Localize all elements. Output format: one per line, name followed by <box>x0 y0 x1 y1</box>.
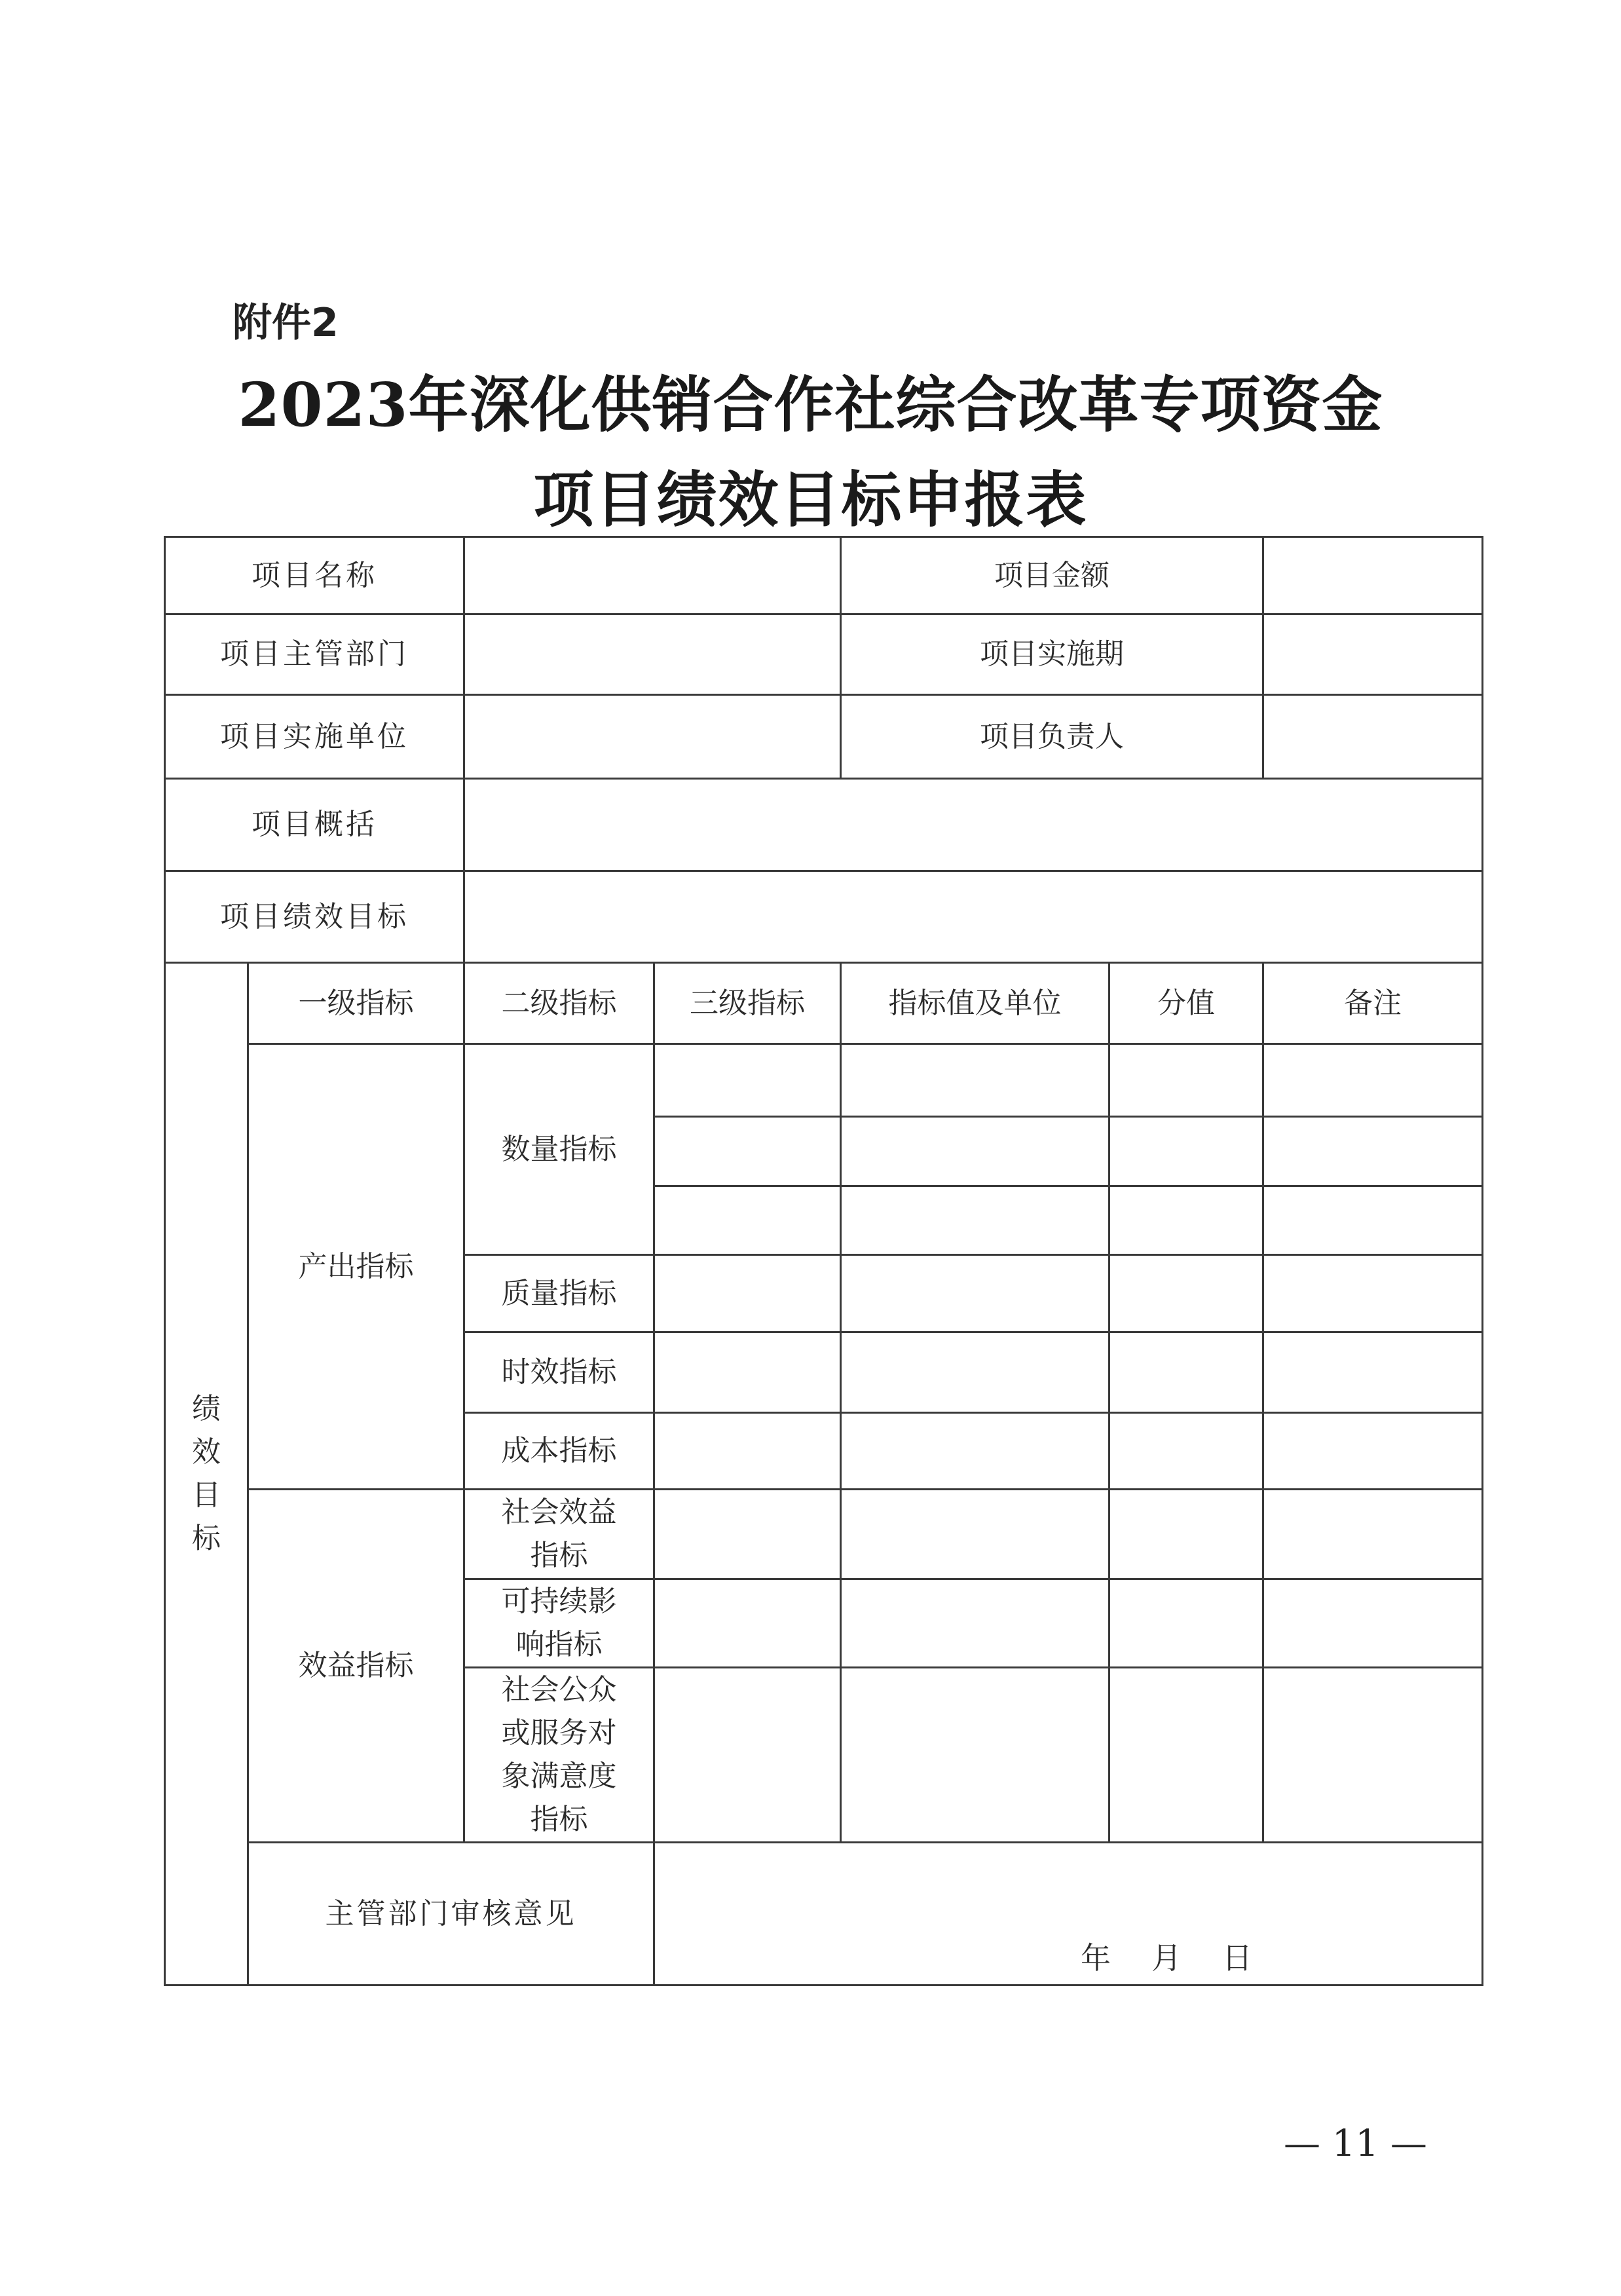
date-year: 年 <box>1081 1940 1112 1976</box>
document-title-line2: 项目绩效目标申报表 <box>533 464 1088 535</box>
social-benefit-indicator-label: 社会效益 指标 <box>464 1490 654 1579</box>
implementation-period-field[interactable] <box>1263 614 1483 695</box>
header-level3: 三级指标 <box>654 963 841 1044</box>
satisfaction-indicator-label: 社会公众 或服务对 象满意度 指标 <box>464 1668 654 1843</box>
cell-remarks[interactable] <box>1263 1255 1483 1332</box>
review-date <box>1081 1934 1293 1978</box>
cell-level3[interactable] <box>654 1117 841 1186</box>
table-row <box>165 1490 1483 1579</box>
header-remarks: 备注 <box>1263 963 1483 1044</box>
row-project-summary <box>165 779 1483 871</box>
cell-remarks[interactable] <box>1263 1490 1483 1579</box>
header-level2: 二级指标 <box>464 963 654 1044</box>
header-score: 分值 <box>1109 963 1263 1044</box>
cell-value-unit[interactable] <box>841 1332 1109 1413</box>
project-summary-field[interactable] <box>464 779 1483 871</box>
quantity-indicator-label: 数量指标 <box>464 1044 654 1255</box>
performance-target-form <box>164 536 1483 1986</box>
cell-score[interactable] <box>1109 1186 1263 1255</box>
implementing-unit-label: 项目实施单位 <box>165 695 464 779</box>
implementing-unit-field[interactable] <box>464 695 841 779</box>
indicator-header-row <box>165 963 1483 1044</box>
cell-value-unit[interactable] <box>841 1186 1109 1255</box>
cell-remarks[interactable] <box>1263 1668 1483 1843</box>
cell-value-unit[interactable] <box>841 1044 1109 1117</box>
attachment-label: 附件2 <box>233 300 339 346</box>
cell-value-unit[interactable] <box>841 1490 1109 1579</box>
cell-level3[interactable] <box>654 1490 841 1579</box>
performance-goal-label: 项目绩效目标 <box>165 871 464 963</box>
cell-score[interactable] <box>1109 1332 1263 1413</box>
timeliness-indicator-label: 时效指标 <box>464 1332 654 1413</box>
project-name-field[interactable] <box>464 537 841 614</box>
table-row <box>165 1044 1483 1117</box>
project-leader-label: 项目负责人 <box>841 695 1263 779</box>
row-project-name <box>165 537 1483 614</box>
date-month: 月 <box>1151 1940 1183 1976</box>
page-number: — 11 — <box>1284 2122 1427 2165</box>
project-amount-field[interactable] <box>1263 537 1483 614</box>
supervising-dept-label: 项目主管部门 <box>165 614 464 695</box>
cost-indicator-label: 成本指标 <box>464 1413 654 1490</box>
output-indicator-label: 产出指标 <box>248 1044 464 1490</box>
cell-score[interactable] <box>1109 1117 1263 1186</box>
cell-level3[interactable] <box>654 1668 841 1843</box>
cell-level3[interactable] <box>654 1186 841 1255</box>
cell-score[interactable] <box>1109 1668 1263 1843</box>
cell-value-unit[interactable] <box>841 1579 1109 1668</box>
cell-score[interactable] <box>1109 1255 1263 1332</box>
sustainable-impact-indicator-label: 可持续影 响指标 <box>464 1579 654 1668</box>
cell-value-unit[interactable] <box>841 1117 1109 1186</box>
cell-score[interactable] <box>1109 1413 1263 1490</box>
date-day: 日 <box>1222 1940 1254 1976</box>
cell-remarks[interactable] <box>1263 1579 1483 1668</box>
quality-indicator-label: 质量指标 <box>464 1255 654 1332</box>
cell-remarks[interactable] <box>1263 1413 1483 1490</box>
benefit-indicator-label: 效益指标 <box>248 1490 464 1843</box>
cell-score[interactable] <box>1109 1579 1263 1668</box>
performance-target-vertical-label: 绩 效 目 标 <box>165 963 248 1985</box>
cell-score[interactable] <box>1109 1044 1263 1117</box>
project-amount-label: 项目金额 <box>841 537 1263 614</box>
cell-remarks[interactable] <box>1263 1044 1483 1117</box>
row-supervising-dept <box>165 614 1483 695</box>
header-level1: 一级指标 <box>248 963 464 1044</box>
performance-goal-field[interactable] <box>464 871 1483 963</box>
row-implementing-unit <box>165 695 1483 779</box>
review-opinion-field[interactable] <box>654 1843 1483 1985</box>
cell-value-unit[interactable] <box>841 1668 1109 1843</box>
cell-remarks[interactable] <box>1263 1186 1483 1255</box>
implementation-period-label: 项目实施期 <box>841 614 1263 695</box>
project-leader-field[interactable] <box>1263 695 1483 779</box>
cell-remarks[interactable] <box>1263 1117 1483 1186</box>
cell-score[interactable] <box>1109 1490 1263 1579</box>
cell-level3[interactable] <box>654 1332 841 1413</box>
cell-level3[interactable] <box>654 1579 841 1668</box>
cell-remarks[interactable] <box>1263 1332 1483 1413</box>
project-summary-label: 项目概括 <box>165 779 464 871</box>
cell-value-unit[interactable] <box>841 1413 1109 1490</box>
header-value-unit: 指标值及单位 <box>841 963 1109 1044</box>
cell-level3[interactable] <box>654 1413 841 1490</box>
supervising-dept-field[interactable] <box>464 614 841 695</box>
row-performance-goal <box>165 871 1483 963</box>
cell-level3[interactable] <box>654 1044 841 1117</box>
document-title-line1: 2023年深化供销合作社综合改革专项资金 <box>238 369 1383 440</box>
review-opinion-label: 主管部门审核意见 <box>248 1843 654 1985</box>
project-name-label: 项目名称 <box>165 537 464 614</box>
cell-value-unit[interactable] <box>841 1255 1109 1332</box>
cell-level3[interactable] <box>654 1255 841 1332</box>
